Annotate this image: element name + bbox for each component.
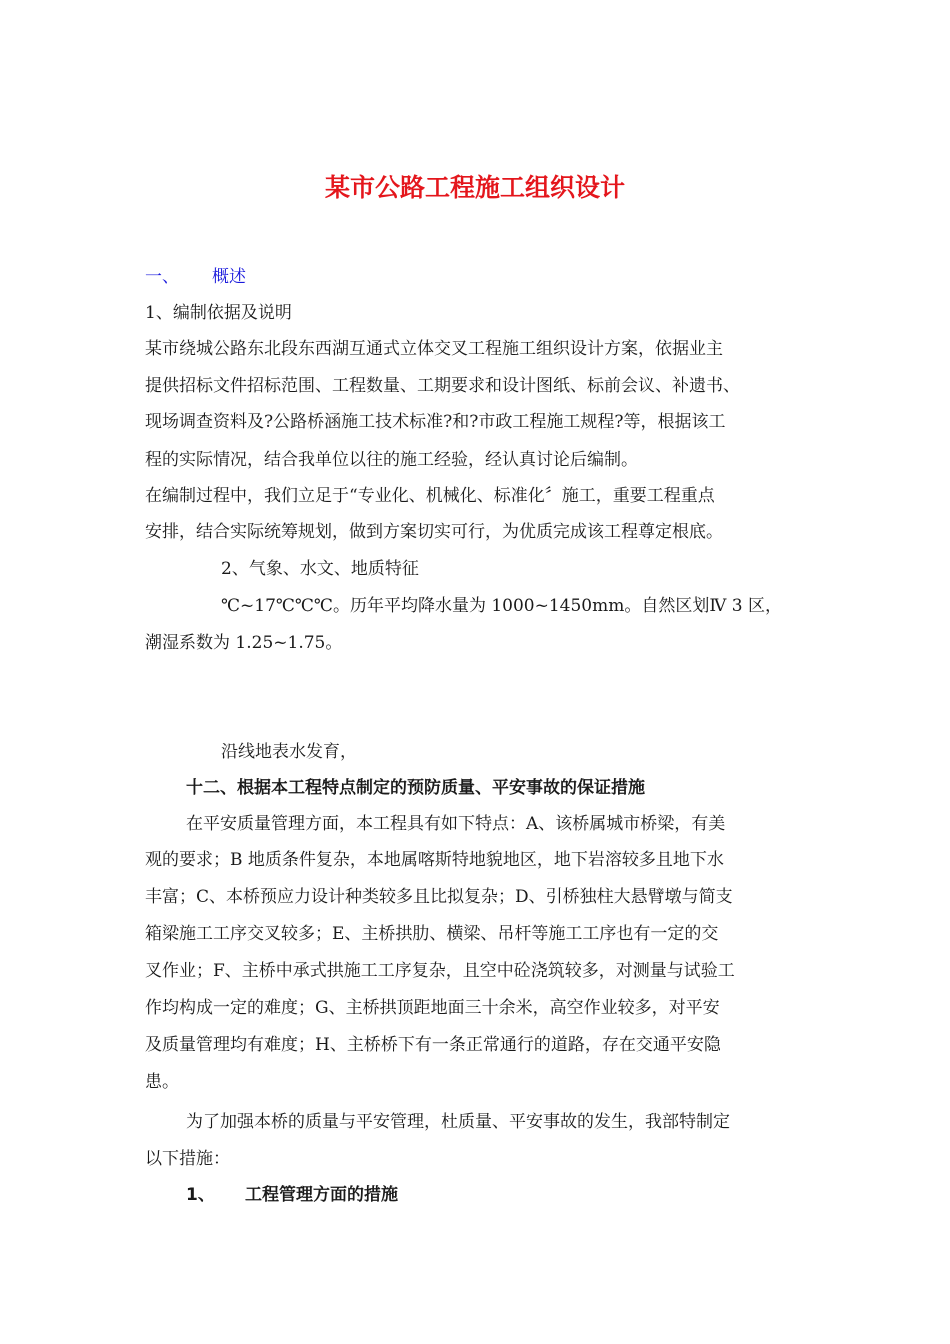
paragraph-line: 观的要求；B 地质条件复杂，本地属喀斯特地貌地区，地下岩溶较多且地下水: [145, 850, 724, 870]
measure-1-heading: 工程管理方面的措施: [245, 1185, 398, 1205]
paragraph-line: ℃~17℃℃℃。历年平均降水量为 1000~1450mm。自然区划Ⅳ 3 区，: [221, 596, 782, 616]
subsection-2-title: 2、气象、水文、地质特征: [221, 559, 419, 579]
paragraph-line: 程的实际情况，结合我单位以往的施工经验，经认真讨论后编制。: [145, 450, 638, 470]
paragraph-line: 某市绕城公路东北段东西湖互通式立体交叉工程施工组织设计方案，依据业主: [145, 339, 723, 359]
paragraph-line: 以下措施：: [145, 1149, 230, 1169]
paragraph-line: 患。: [145, 1072, 179, 1092]
paragraph-line: 箱梁施工工序交叉较多；E、主桥拱肋、横梁、吊杆等施工工序也有一定的交: [145, 924, 719, 944]
paragraph-line: 沿线地表水发育，: [221, 742, 357, 762]
subsection-1-title: 1、编制依据及说明: [145, 303, 292, 323]
measure-1-number: 1、: [186, 1185, 215, 1205]
paragraph-line: 安排，结合实际统筹规划，做到方案切实可行，为优质完成该工程尊定根底。: [145, 522, 723, 542]
paragraph-line: 在编制过程中，我们立足于“专业化、机械化、标准化〞施工，重要工程重点: [145, 486, 715, 506]
paragraph-line: 叉作业；F、主桥中承式拱施工工序复杂，且空中砼浇筑较多，对测量与试验工: [145, 961, 735, 981]
document-title: 某市公路工程施工组织设计: [324, 173, 625, 202]
paragraph-line: 提供招标文件招标范围、工程数量、工期要求和设计图纸、标前会议、补遗书、: [145, 376, 740, 396]
paragraph-line: 作均构成一定的难度；G、主桥拱顶距地面三十余米，高空作业较多，对平安: [145, 998, 720, 1018]
paragraph-line: 丰富；C、本桥预应力设计种类较多且比拟复杂；D、引桥独柱大悬臂墩与简支: [145, 887, 733, 907]
section-1-number: 一、: [145, 267, 179, 287]
paragraph-line: 潮湿系数为 1.25~1.75。: [145, 633, 343, 653]
paragraph-line: 及质量管理均有难度；H、主桥桥下有一条正常通行的道路，存在交通平安隐: [145, 1035, 721, 1055]
section-1-heading: 概述: [212, 267, 246, 287]
paragraph-line: 现场调查资料及?公路桥涵施工技术标准?和?市政工程施工规程?等，根据该工: [145, 412, 726, 432]
section-12-heading: 十二、根据本工程特点制定的预防质量、平安事故的保证措施: [186, 778, 645, 798]
paragraph-line: 为了加强本桥的质量与平安管理，杜质量、平安事故的发生，我部特制定: [186, 1112, 730, 1132]
paragraph-line: 在平安质量管理方面，本工程具有如下特点：A、该桥属城市桥梁，有美: [186, 814, 726, 834]
